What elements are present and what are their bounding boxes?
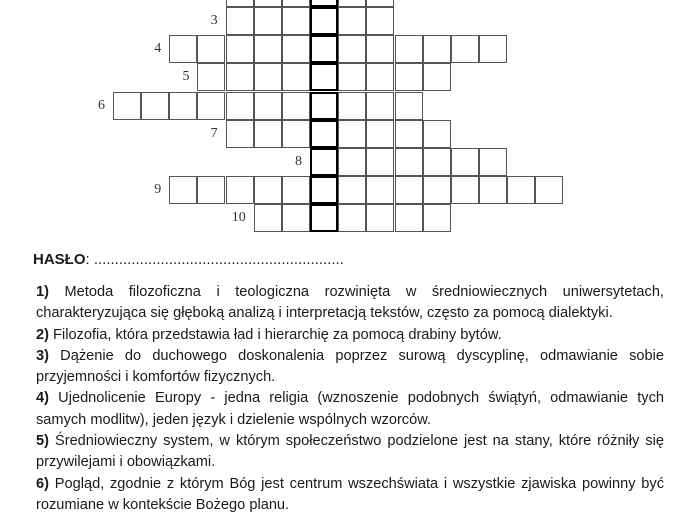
crossword-cell[interactable] — [226, 176, 254, 204]
clue-item — [36, 282, 664, 325]
crossword-cell[interactable] — [338, 7, 366, 35]
crossword-cell[interactable] — [226, 35, 254, 63]
clue-number: 6) — [36, 475, 49, 492]
password-label: HASŁO — [33, 251, 86, 268]
crossword-cell[interactable] — [423, 148, 451, 176]
crossword-cell[interactable] — [113, 92, 141, 120]
crossword-cell[interactable] — [226, 7, 254, 35]
crossword-cell[interactable] — [423, 63, 451, 91]
crossword-cell[interactable] — [366, 204, 394, 232]
clue-item — [36, 474, 664, 517]
password-cell[interactable] — [310, 7, 338, 35]
crossword-cell[interactable] — [169, 35, 197, 63]
crossword-cell[interactable] — [479, 176, 507, 204]
crossword-cell[interactable] — [254, 92, 282, 120]
clue-list — [36, 282, 664, 516]
crossword-cell[interactable] — [395, 204, 423, 232]
row-number — [188, 0, 218, 1]
password-cell[interactable] — [310, 148, 338, 176]
clue-text: Dążenie do duchowego doskonalenia poprzez surową dyscyplinę, odmawianie sobie przyjemności i komfortów fizycznych. — [36, 347, 664, 386]
crossword-cell[interactable] — [254, 7, 282, 35]
crossword-cell[interactable] — [282, 204, 310, 232]
password-cell[interactable] — [310, 0, 338, 7]
clue-item — [36, 346, 664, 389]
crossword-cell[interactable] — [338, 63, 366, 91]
row-number: 5 — [182, 69, 190, 85]
crossword-cell[interactable] — [338, 176, 366, 204]
crossword-cell[interactable] — [338, 92, 366, 120]
crossword-cell[interactable] — [451, 148, 479, 176]
clue-number: 3) — [36, 347, 49, 364]
password-cell[interactable] — [310, 63, 338, 91]
crossword-cell[interactable] — [282, 120, 310, 148]
crossword-cell[interactable] — [282, 7, 310, 35]
password-cell[interactable] — [310, 92, 338, 120]
crossword-cell[interactable] — [197, 176, 225, 204]
password-cell[interactable] — [310, 35, 338, 63]
crossword-cell[interactable] — [423, 204, 451, 232]
crossword-cell[interactable] — [366, 35, 394, 63]
crossword-cell[interactable] — [479, 35, 507, 63]
crossword-cell[interactable] — [535, 176, 563, 204]
crossword-cell[interactable] — [507, 176, 535, 204]
crossword-cell[interactable] — [395, 35, 423, 63]
password-cell[interactable] — [310, 176, 338, 204]
clue-number: 4) — [36, 390, 49, 407]
crossword-cell[interactable] — [395, 120, 423, 148]
clue-text: Metoda filozoficzna i teologiczna rozwinięta w średniowiecznych uniwersytetach, charakteryzująca się głęboką analizą i interpretacją tekstów, często za pomocą dialektyki. — [36, 284, 664, 322]
crossword-cell[interactable] — [282, 0, 310, 7]
clue-number: 1) — [36, 284, 49, 300]
crossword-cell[interactable] — [254, 63, 282, 91]
crossword-cell[interactable] — [197, 92, 225, 120]
clue-item — [36, 325, 664, 346]
crossword-cell[interactable] — [366, 0, 394, 7]
crossword-cell[interactable] — [282, 176, 310, 204]
crossword-cell[interactable] — [197, 63, 225, 91]
crossword-cell[interactable] — [395, 92, 423, 120]
crossword-cell[interactable] — [423, 176, 451, 204]
clue-item — [36, 431, 664, 474]
crossword-cell[interactable] — [338, 204, 366, 232]
crossword-cell[interactable] — [366, 92, 394, 120]
crossword-cell[interactable] — [479, 148, 507, 176]
crossword-cell[interactable] — [395, 176, 423, 204]
crossword-cell[interactable] — [254, 0, 282, 7]
clue-text: Ujednolicenie Europy - jedna religia (wznoszenie podobnych świątyń, odmawianie tych samych modlitw), jeden język i dzielenie wspólnych wzorców. — [36, 390, 664, 428]
row-number: 10 — [231, 210, 246, 226]
crossword-cell[interactable] — [282, 63, 310, 91]
crossword-cell[interactable] — [169, 92, 197, 120]
row-number: 9 — [154, 182, 162, 198]
crossword-cell[interactable] — [451, 176, 479, 204]
row-number: 7 — [210, 125, 218, 141]
crossword-cell[interactable] — [254, 35, 282, 63]
clue-text: Filozofia, która przedstawia ład i hierarchię za pomocą drabiny bytów. — [53, 326, 502, 343]
crossword-cell[interactable] — [423, 35, 451, 63]
row-number: 6 — [98, 97, 105, 113]
row-number: 8 — [295, 153, 303, 169]
crossword-cell[interactable] — [338, 148, 366, 176]
crossword-cell[interactable] — [226, 63, 254, 91]
password-blank[interactable]: : ............................................................ — [85, 251, 344, 268]
crossword-cell[interactable] — [366, 148, 394, 176]
crossword-cell[interactable] — [366, 120, 394, 148]
clue-text: Pogląd, zgodnie z którym Bóg jest centrum wszechświata i wszystkie zjawiska powinny być rozumiane w kontekście Bożego planu. — [36, 475, 664, 513]
clue-text: Średniowieczny system, w którym społeczeństwo podzielone jest na stany, które różniły się przywilejami i obowiązkami. — [36, 433, 664, 471]
crossword-cell[interactable] — [366, 176, 394, 204]
crossword-grid — [0, 0, 700, 240]
crossword-cell[interactable] — [254, 120, 282, 148]
crossword-cell[interactable] — [141, 92, 169, 120]
clue-number: 5) — [36, 433, 49, 450]
crossword-cell[interactable] — [338, 35, 366, 63]
crossword-cell[interactable] — [197, 35, 225, 63]
crossword-cell[interactable] — [338, 120, 366, 148]
crossword-cell[interactable] — [395, 63, 423, 91]
crossword-cell[interactable] — [282, 35, 310, 63]
crossword-cell[interactable] — [226, 120, 254, 148]
crossword-cell[interactable] — [423, 120, 451, 148]
row-number: 4 — [154, 41, 162, 57]
row-number: 3 — [210, 13, 218, 29]
crossword-cell[interactable] — [282, 92, 310, 120]
crossword-cell[interactable] — [226, 92, 254, 120]
crossword-cell[interactable] — [366, 63, 394, 91]
crossword-cell[interactable] — [254, 176, 282, 204]
password-cell[interactable] — [310, 204, 338, 232]
crossword-cell[interactable] — [451, 35, 479, 63]
password-cell[interactable] — [310, 120, 338, 148]
crossword-cell[interactable] — [395, 148, 423, 176]
clue-number: 2) — [36, 326, 49, 343]
crossword-cell[interactable] — [169, 176, 197, 204]
crossword-cell[interactable] — [254, 204, 282, 232]
clue-item — [36, 388, 664, 431]
crossword-cell[interactable] — [226, 0, 254, 7]
crossword-cell[interactable] — [366, 7, 394, 35]
password-line — [33, 251, 344, 268]
crossword-cell[interactable] — [338, 0, 366, 7]
